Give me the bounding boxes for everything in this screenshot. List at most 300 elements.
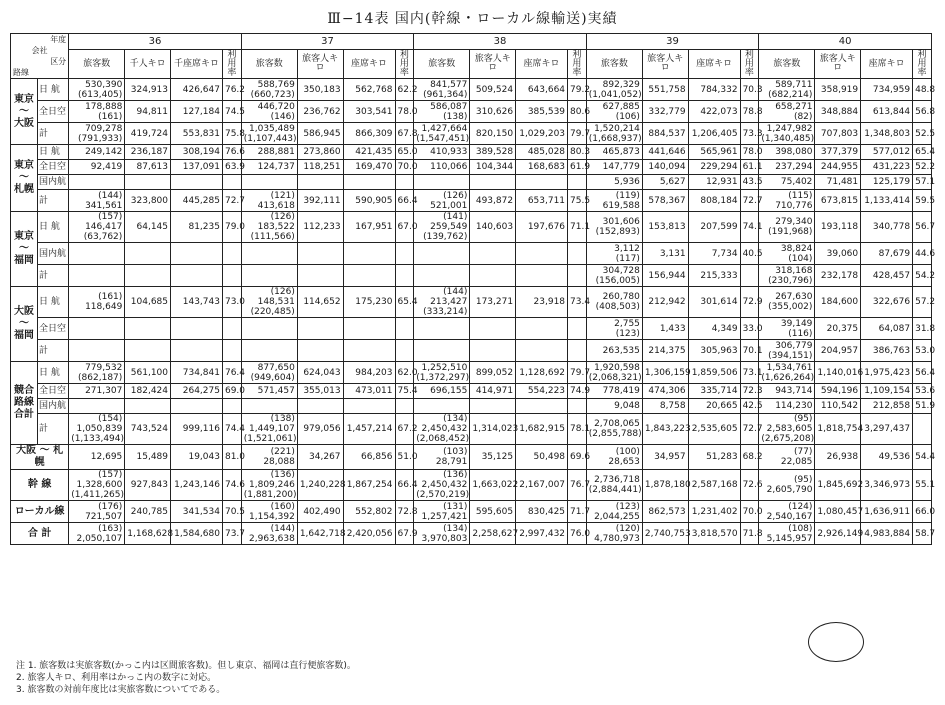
- data-cell: 118,251: [297, 160, 343, 175]
- data-cell: 8,758: [642, 399, 688, 414]
- data-cell: (136) 2,450,432 (2,570,219): [414, 470, 470, 501]
- data-cell: 877,650 (949,604): [241, 362, 297, 384]
- data-cell: [516, 243, 568, 265]
- data-cell: 422,073: [688, 101, 740, 123]
- carrier-label: 計: [38, 340, 69, 362]
- table-row: [11, 160, 932, 175]
- data-cell: [395, 340, 414, 362]
- data-cell: 56.7: [913, 212, 932, 243]
- data-cell: 892,329 (1,041,052): [586, 79, 642, 101]
- data-cell: 707,803: [815, 123, 861, 145]
- data-cell: 305,963: [688, 340, 740, 362]
- data-cell: 20,375: [815, 318, 861, 340]
- route-label: ローカル線: [11, 501, 69, 523]
- data-cell: 43.5: [740, 175, 759, 190]
- data-cell: [516, 175, 568, 190]
- data-cell: 778,419: [586, 384, 642, 399]
- data-cell: (157) 1,328,600 (1,411,265): [69, 470, 125, 501]
- data-cell: 70.0: [740, 501, 759, 523]
- data-cell: 78.8: [740, 101, 759, 123]
- data-cell: 57.1: [913, 175, 932, 190]
- data-cell: 240,785: [125, 501, 171, 523]
- data-cell: 392,111: [297, 190, 343, 212]
- data-cell: 984,203: [343, 362, 395, 384]
- data-cell: 12,931: [688, 175, 740, 190]
- data-cell: 67.2: [395, 414, 414, 445]
- data-cell: [395, 175, 414, 190]
- data-cell: [470, 265, 516, 287]
- data-cell: 3,346,973: [861, 470, 913, 501]
- data-cell: 71.7: [568, 501, 587, 523]
- data-cell: 473,011: [343, 384, 395, 399]
- year-header: 38: [414, 34, 587, 50]
- table-row: [11, 265, 932, 287]
- data-cell: 173,271: [470, 287, 516, 318]
- data-cell: (124) 2,540,167: [759, 501, 815, 523]
- data-cell: (131) 1,257,421: [414, 501, 470, 523]
- data-cell: 76.2: [222, 79, 241, 101]
- data-cell: 79.0: [222, 212, 241, 243]
- table-row: [11, 79, 932, 101]
- data-cell: 1,867,254: [343, 470, 395, 501]
- data-cell: 446,720 (146): [241, 101, 297, 123]
- data-cell: [516, 340, 568, 362]
- data-cell: [222, 243, 241, 265]
- data-cell: 658,271 (82): [759, 101, 815, 123]
- data-cell: 26,938: [815, 445, 861, 470]
- data-cell: 1,520,214 (1,668,937): [586, 123, 642, 145]
- data-cell: [125, 175, 171, 190]
- data-cell: 34,267: [297, 445, 343, 470]
- data-cell: (138) 1,449,107 (1,521,061): [241, 414, 297, 445]
- data-cell: [568, 399, 587, 414]
- data-cell: 62.0: [395, 362, 414, 384]
- data-cell: 586,945: [297, 123, 343, 145]
- data-cell: 653,711: [516, 190, 568, 212]
- data-cell: 40.5: [740, 243, 759, 265]
- table-row: [11, 470, 932, 501]
- data-cell: 53.6: [913, 384, 932, 399]
- data-cell: 55.1: [913, 470, 932, 501]
- data-cell: 577,012: [861, 145, 913, 160]
- data-cell: [568, 318, 587, 340]
- data-cell: 830,425: [516, 501, 568, 523]
- data-cell: (115) 710,776: [759, 190, 815, 212]
- data-cell: 79.7: [568, 362, 587, 384]
- data-cell: 561,100: [125, 362, 171, 384]
- column-header: 旅客人キロ: [297, 50, 343, 79]
- data-cell: 54.4: [913, 445, 932, 470]
- data-cell: 9,048: [586, 399, 642, 414]
- data-cell: 377,379: [815, 145, 861, 160]
- data-cell: 178,888 (161): [69, 101, 125, 123]
- data-cell: 75,402: [759, 175, 815, 190]
- data-cell: 169,470: [343, 160, 395, 175]
- data-cell: 51.0: [395, 445, 414, 470]
- data-cell: 104,344: [470, 160, 516, 175]
- table-row: [11, 123, 932, 145]
- data-cell: [470, 175, 516, 190]
- data-cell: 7,734: [688, 243, 740, 265]
- data-cell: 71.1: [568, 212, 587, 243]
- year-header: 36: [69, 34, 242, 50]
- column-header: 旅客数: [69, 50, 125, 79]
- data-cell: 2,740,753: [642, 523, 688, 545]
- data-cell: 39,060: [815, 243, 861, 265]
- data-cell: 56.4: [913, 362, 932, 384]
- column-header: 千人キロ: [125, 50, 171, 79]
- data-cell: 358,919: [815, 79, 861, 101]
- data-cell: 1,845,692: [815, 470, 861, 501]
- data-cell: [395, 399, 414, 414]
- data-cell: 3,112 (117): [586, 243, 642, 265]
- data-cell: 168,683: [516, 160, 568, 175]
- carrier-label: 日 航: [38, 79, 69, 101]
- data-cell: 44.6: [913, 243, 932, 265]
- data-cell: 236,762: [297, 101, 343, 123]
- data-cell: 1,314,023: [470, 414, 516, 445]
- data-cell: 65.4: [913, 145, 932, 160]
- data-cell: 69.6: [568, 445, 587, 470]
- data-cell: 301,606 (152,893): [586, 212, 642, 243]
- year-header: 39: [586, 34, 759, 50]
- data-cell: 67.9: [395, 523, 414, 545]
- data-cell: 66.0: [913, 501, 932, 523]
- data-cell: 23,918: [516, 287, 568, 318]
- data-cell: 1,843,223: [642, 414, 688, 445]
- table-row: [11, 175, 932, 190]
- data-cell: 324,913: [125, 79, 171, 101]
- data-cell: 673,815: [815, 190, 861, 212]
- data-cell: 588,769 (660,723): [241, 79, 297, 101]
- data-cell: 140,603: [470, 212, 516, 243]
- data-cell: 304,728 (156,005): [586, 265, 642, 287]
- data-cell: 67.8: [395, 123, 414, 145]
- data-cell: 19,043: [171, 445, 223, 470]
- data-cell: 322,676: [861, 287, 913, 318]
- data-cell: 175,230: [343, 287, 395, 318]
- data-cell: 696,155: [414, 384, 470, 399]
- data-cell: 419,724: [125, 123, 171, 145]
- data-cell: 1,231,402: [688, 501, 740, 523]
- table-row: [11, 101, 932, 123]
- data-cell: [343, 175, 395, 190]
- data-cell: 624,043: [297, 362, 343, 384]
- data-cell: 94,811: [125, 101, 171, 123]
- data-cell: 72.7: [740, 414, 759, 445]
- data-cell: 114,230: [759, 399, 815, 414]
- data-cell: 72.9: [740, 287, 759, 318]
- data-cell: 125,179: [861, 175, 913, 190]
- data-cell: [69, 243, 125, 265]
- data-cell: 65.0: [395, 145, 414, 160]
- data-cell: 66.4: [395, 470, 414, 501]
- data-cell: 249,142: [69, 145, 125, 160]
- data-cell: 232,178: [815, 265, 861, 287]
- data-cell: 112,233: [297, 212, 343, 243]
- data-cell: (108) 5,145,957: [759, 523, 815, 545]
- data-cell: 197,676: [516, 212, 568, 243]
- data-cell: [69, 265, 125, 287]
- data-cell: 74.6: [222, 470, 241, 501]
- data-cell: 301,614: [688, 287, 740, 318]
- data-cell: 48.8: [913, 79, 932, 101]
- data-cell: [171, 265, 223, 287]
- data-cell: (136) 1,809,246 (1,881,200): [241, 470, 297, 501]
- route-label: 東京 〜 札幌: [11, 145, 38, 212]
- data-cell: 530,390 (613,405): [69, 79, 125, 101]
- data-cell: 862,573: [642, 501, 688, 523]
- data-cell: [241, 318, 297, 340]
- data-cell: 184,600: [815, 287, 861, 318]
- data-cell: 73.7: [222, 523, 241, 545]
- data-cell: [171, 340, 223, 362]
- data-cell: 1,029,203: [516, 123, 568, 145]
- data-cell: 571,457: [241, 384, 297, 399]
- data-cell: 15,489: [125, 445, 171, 470]
- data-cell: 110,542: [815, 399, 861, 414]
- data-cell: 1,642,718: [297, 523, 343, 545]
- carrier-label: 計: [38, 414, 69, 445]
- data-cell: 1,140,016: [815, 362, 861, 384]
- table-row: [11, 384, 932, 399]
- data-cell: 31.8: [913, 318, 932, 340]
- data-cell: 147,779: [586, 160, 642, 175]
- year-header: 40: [759, 34, 932, 50]
- data-cell: 75.4: [395, 384, 414, 399]
- data-cell: 63.9: [222, 160, 241, 175]
- data-cell: 552,802: [343, 501, 395, 523]
- data-cell: 943,714: [759, 384, 815, 399]
- data-cell: 586,087 (138): [414, 101, 470, 123]
- data-cell: 54.2: [913, 265, 932, 287]
- data-cell: 590,905: [343, 190, 395, 212]
- data-cell: 207,599: [688, 212, 740, 243]
- data-cell: 51.9: [913, 399, 932, 414]
- route-label: 幹 線: [11, 470, 69, 501]
- column-header: 千座席キロ: [171, 50, 223, 79]
- data-cell: 78.0: [395, 101, 414, 123]
- data-cell: [395, 243, 414, 265]
- data-cell: 348,884: [815, 101, 861, 123]
- data-cell: (121) 413,618: [241, 190, 297, 212]
- data-cell: 485,028: [516, 145, 568, 160]
- data-cell: 244,955: [815, 160, 861, 175]
- data-cell: 57.2: [913, 287, 932, 318]
- data-cell: 260,780 (408,503): [586, 287, 642, 318]
- data-cell: 137,091: [171, 160, 223, 175]
- route-label: 東京 〜 福岡: [11, 212, 38, 287]
- data-cell: (157) 146,417 (63,762): [69, 212, 125, 243]
- data-cell: 355,013: [297, 384, 343, 399]
- data-cell: 53.0: [913, 340, 932, 362]
- data-cell: 64,087: [861, 318, 913, 340]
- data-cell: (126) 521,001: [414, 190, 470, 212]
- data-cell: [222, 175, 241, 190]
- data-cell: 2,926,149: [815, 523, 861, 545]
- data-cell: 493,872: [470, 190, 516, 212]
- data-cell: (103) 28,791: [414, 445, 470, 470]
- data-cell: (163) 2,050,107: [69, 523, 125, 545]
- data-cell: 237,294: [759, 160, 815, 175]
- data-cell: 66,856: [343, 445, 395, 470]
- data-cell: 428,457: [861, 265, 913, 287]
- data-cell: 69.0: [222, 384, 241, 399]
- data-cell: [69, 399, 125, 414]
- data-cell: 267,630 (355,002): [759, 287, 815, 318]
- data-cell: 52.2: [913, 160, 932, 175]
- data-cell: 67.0: [395, 212, 414, 243]
- data-cell: 2,736,718 (2,884,441): [586, 470, 642, 501]
- data-cell: [516, 265, 568, 287]
- data-cell: 74.1: [740, 212, 759, 243]
- data-cell: [470, 243, 516, 265]
- data-cell: 426,647: [171, 79, 223, 101]
- data-cell: 340,778: [861, 212, 913, 243]
- year-header: 37: [241, 34, 414, 50]
- data-cell: (119) 619,588: [586, 190, 642, 212]
- data-cell: 72.7: [222, 190, 241, 212]
- data-cell: 1,818,754: [815, 414, 861, 445]
- data-cell: [125, 340, 171, 362]
- data-cell: 271,307: [69, 384, 125, 399]
- data-cell: 50,498: [516, 445, 568, 470]
- data-cell: (176) 721,507: [69, 501, 125, 523]
- data-cell: 288,881: [241, 145, 297, 160]
- corner-route: 路線: [13, 68, 29, 77]
- data-cell: 1,252,510 (1,372,297): [414, 362, 470, 384]
- data-cell: 212,942: [642, 287, 688, 318]
- column-header: 旅客数: [586, 50, 642, 79]
- data-cell: 335,714: [688, 384, 740, 399]
- data-cell: 899,052: [470, 362, 516, 384]
- data-cell: 1,240,228: [297, 470, 343, 501]
- carrier-label: 日 航: [38, 287, 69, 318]
- data-cell: 2,258,627: [470, 523, 516, 545]
- carrier-label: 全日空: [38, 384, 69, 399]
- data-cell: 81,235: [171, 212, 223, 243]
- data-cell: 87,613: [125, 160, 171, 175]
- data-cell: 3,131: [642, 243, 688, 265]
- data-cell: [568, 265, 587, 287]
- data-cell: [568, 243, 587, 265]
- column-header: 座席キロ: [861, 50, 913, 79]
- data-cell: 421,435: [343, 145, 395, 160]
- data-cell: [395, 265, 414, 287]
- data-cell: [69, 318, 125, 340]
- data-cell: [414, 175, 470, 190]
- data-cell: [125, 318, 171, 340]
- data-cell: 398,080: [759, 145, 815, 160]
- data-cell: [740, 265, 759, 287]
- data-cell: 595,605: [470, 501, 516, 523]
- note-3: 3. 旅客数の対前年度比は実旅客数についてである。: [16, 685, 226, 695]
- column-header: 利用率: [568, 50, 587, 79]
- column-header: 座席キロ: [516, 50, 568, 79]
- data-cell: 2,708,065 (2,855,788): [586, 414, 642, 445]
- data-cell: [171, 243, 223, 265]
- data-cell: [297, 175, 343, 190]
- data-cell: [125, 399, 171, 414]
- data-cell: 578,367: [642, 190, 688, 212]
- data-cell: [222, 399, 241, 414]
- data-cell: 627,885 (106): [586, 101, 642, 123]
- data-cell: (134) 3,970,803: [414, 523, 470, 545]
- data-cell: 167,951: [343, 212, 395, 243]
- data-cell: 1,682,915: [516, 414, 568, 445]
- data-cell: 5,936: [586, 175, 642, 190]
- data-cell: 709,278 (791,933): [69, 123, 125, 145]
- data-cell: 1,133,414: [861, 190, 913, 212]
- data-cell: [241, 265, 297, 287]
- data-cell: [414, 399, 470, 414]
- data-cell: 1,247,982 (1,340,485): [759, 123, 815, 145]
- data-cell: 410,933: [414, 145, 470, 160]
- data-cell: 56.8: [913, 101, 932, 123]
- data-cell: (95) 2,605,790: [759, 470, 815, 501]
- data-cell: (123) 2,044,255: [586, 501, 642, 523]
- route-label: 競合路線 合計: [11, 362, 38, 445]
- data-cell: 73.1: [740, 362, 759, 384]
- data-cell: 306,779 (394,151): [759, 340, 815, 362]
- data-cell: 70.5: [222, 501, 241, 523]
- data-cell: 72.6: [740, 470, 759, 501]
- data-cell: 264,275: [171, 384, 223, 399]
- data-cell: 308,194: [171, 145, 223, 160]
- data-cell: 73.0: [222, 287, 241, 318]
- column-header: 旅客数: [414, 50, 470, 79]
- table-row: [11, 287, 932, 318]
- notes: [16, 660, 356, 696]
- column-header: 旅客人キロ: [815, 50, 861, 79]
- data-cell: 1,663,022: [470, 470, 516, 501]
- corner-company: 会社: [31, 46, 48, 55]
- data-cell: 76.7: [568, 470, 587, 501]
- data-cell: 273,860: [297, 145, 343, 160]
- data-cell: 140,094: [642, 160, 688, 175]
- data-cell: 554,223: [516, 384, 568, 399]
- data-cell: 73.3: [740, 123, 759, 145]
- data-cell: 42.5: [740, 399, 759, 414]
- data-cell: 323,800: [125, 190, 171, 212]
- data-cell: 78.1: [568, 414, 587, 445]
- data-cell: 236,187: [125, 145, 171, 160]
- data-cell: 979,056: [297, 414, 343, 445]
- data-cell: [395, 318, 414, 340]
- data-cell: 820,150: [470, 123, 516, 145]
- data-cell: 734,959: [861, 79, 913, 101]
- data-cell: 4,349: [688, 318, 740, 340]
- data-cell: 75.5: [568, 190, 587, 212]
- data-cell: 51,283: [688, 445, 740, 470]
- route-label: 大阪 〜 札幌: [11, 445, 69, 470]
- carrier-label: 国内航: [38, 243, 69, 265]
- data-cell: 1,206,405: [688, 123, 740, 145]
- note-2: 2. 旅客人キロ、利用率はかっこ内の数字に対応。: [16, 673, 217, 683]
- data-cell: 78.0: [740, 145, 759, 160]
- data-cell: 114,652: [297, 287, 343, 318]
- data-cell: 1,128,692: [516, 362, 568, 384]
- column-header: 利用率: [913, 50, 932, 79]
- data-cell: 1,975,423: [861, 362, 913, 384]
- data-cell: 474,306: [642, 384, 688, 399]
- data-cell: 80.3: [568, 145, 587, 160]
- data-cell: 74.9: [568, 384, 587, 399]
- data-cell: 212,858: [861, 399, 913, 414]
- data-cell: 204,957: [815, 340, 861, 362]
- corner-year: 年度: [50, 35, 67, 44]
- data-cell: 79.7: [568, 123, 587, 145]
